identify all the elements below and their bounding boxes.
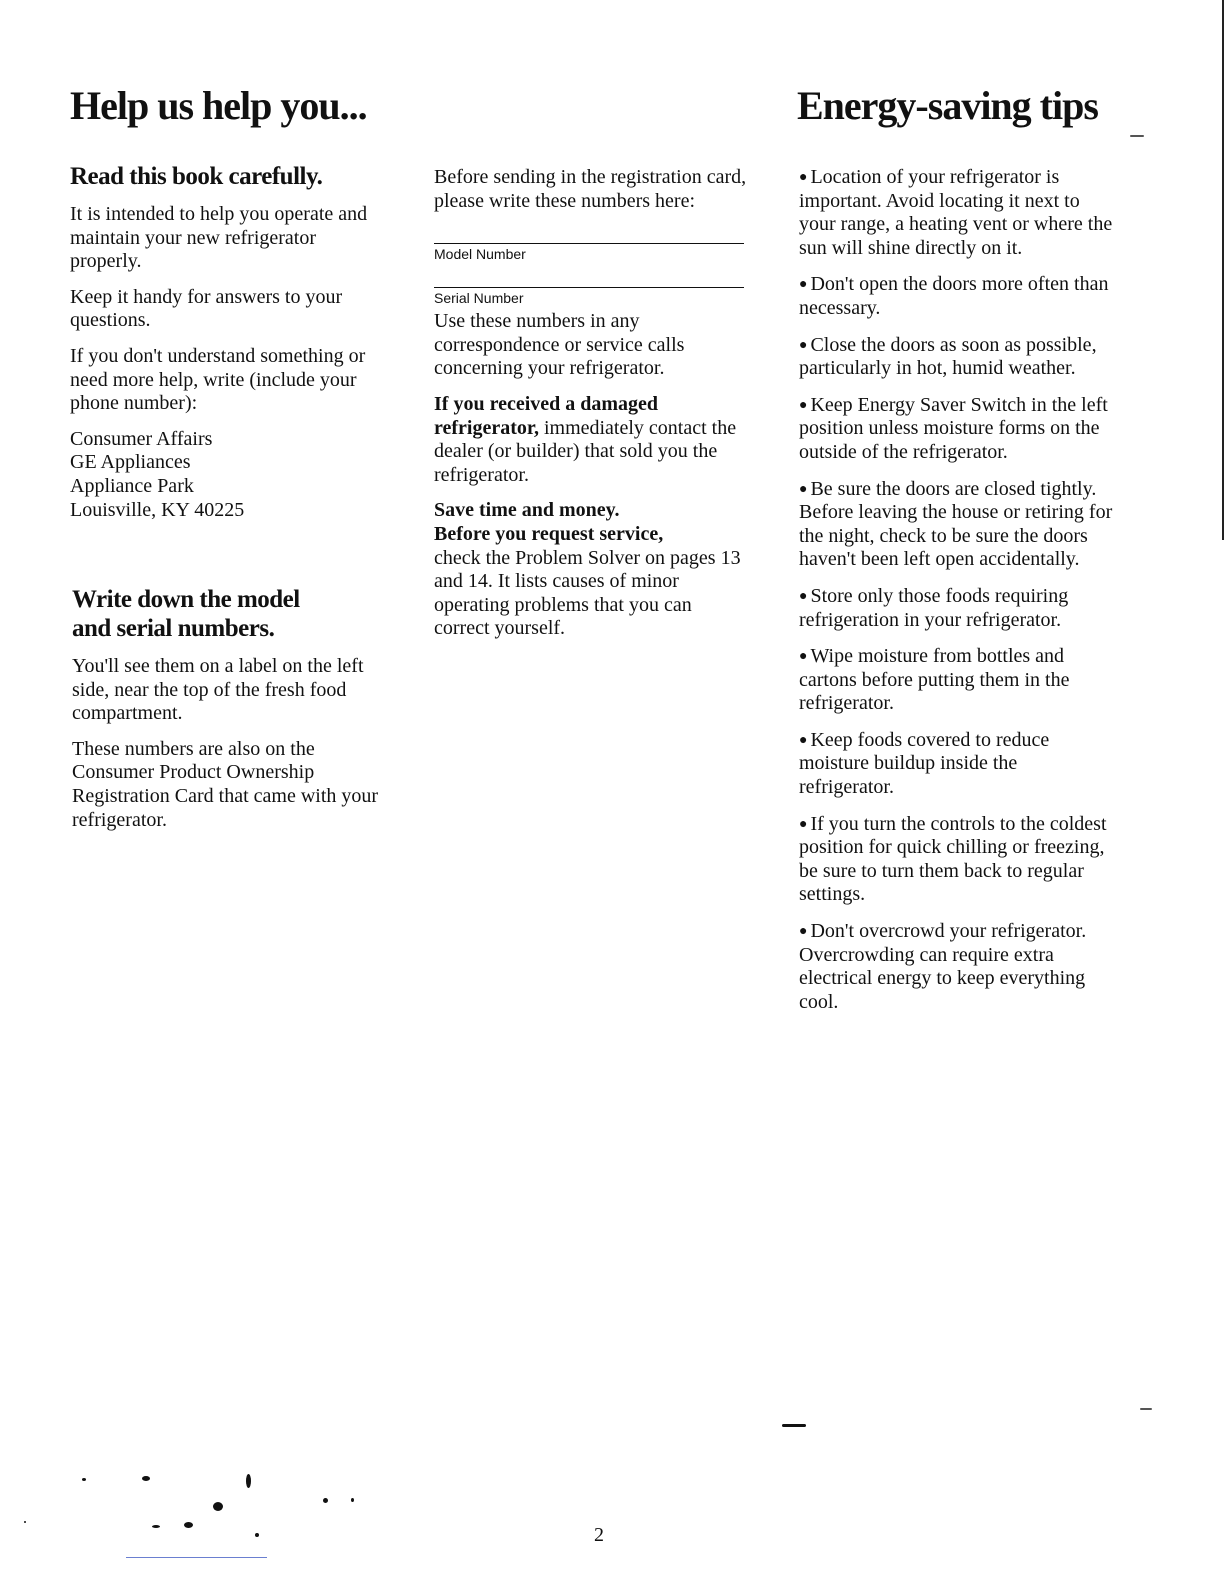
model-number-label: Model Number [434,246,526,263]
bullet-icon: ● [799,924,808,940]
bullet-icon: ● [799,649,808,665]
page-number: 2 [594,1524,604,1546]
paragraph: Keep it handy for answers to your questions. [70,285,343,332]
main-title: Help us help you... [70,83,367,128]
scan-speck [82,1478,86,1481]
bullet-icon: ● [799,277,808,293]
scan-speck [213,1502,223,1511]
address-line: GE Appliances [70,451,191,474]
scan-speck [246,1474,251,1488]
tip-text: Close the doors as soon as possible, particularly in hot, humid weather. [799,333,1097,380]
tip-text: Don't overcrowd your refrigerator. Overcrowding can require extra electrical energy to keep everything cool. [799,920,1087,1013]
heading-line: and serial numbers. [72,615,275,642]
scan-speck [152,1525,160,1528]
tip-item [799,729,1115,800]
bullet-icon: ● [799,732,808,748]
address-line: Consumer Affairs [70,427,213,450]
tip-item [799,920,1115,1014]
left-column-lower [72,585,392,844]
bottom-rule [126,1557,267,1558]
paragraph: Use these numbers in any correspondence or service calls concerning your refrigerator. [434,310,685,380]
bold-lead: Save time and money. [434,499,620,522]
bullet-icon: ● [799,816,808,832]
registration-intro: Before sending in the registration card, please write these numbers here: [434,166,747,212]
tip-item [799,813,1115,907]
tip-item [799,166,1115,260]
scan-speck [255,1533,259,1537]
scan-speck [142,1476,150,1481]
tip-item [799,478,1115,572]
bullet-icon: ● [799,337,808,353]
serial-number-label: Serial Number [434,290,524,307]
model-number-line[interactable] [434,243,744,244]
heading-line: Write down the model [72,586,300,613]
scan-speck [782,1424,806,1427]
tip-item [799,273,1115,320]
tip-item [799,394,1115,465]
paragraph: If you don't understand something or need more help, write (include your phone number): [70,344,366,415]
bold-lead: If you received a damaged refrigerator, [434,392,659,439]
scan-speck [184,1522,193,1528]
scan-speck [1130,135,1144,137]
bold-lead: Before you request service, [434,522,664,545]
tip-text: Wipe moisture from bottles and cartons before putting them in the refrigerator. [799,645,1070,715]
paragraph: It is intended to help you operate and maintain your new refrigerator properly. [70,203,368,273]
section-heading-read-book: Read this book carefully. [70,163,323,190]
tip-text: Store only those foods requiring refrigeration in your refrigerator. [799,584,1069,631]
scan-speck [24,1521,26,1523]
energy-title: Energy-saving tips [797,83,1098,128]
left-column [70,162,390,522]
bullet-icon: ● [799,481,808,497]
scan-speck [351,1498,354,1502]
tip-text: If you turn the controls to the coldest position for quick chilling or freezing, be sure to turn them back to regular settings. [799,812,1107,906]
tip-text: Be sure the doors are closed tightly. Before leaving the house or retiring for the night, check to be sure the doors haven't been left open accidentally. [799,477,1113,571]
bullet-icon: ● [799,397,808,413]
energy-tips-list [799,166,1115,1027]
tip-text: Keep Energy Saver Switch in the left position unless moisture forms on the outside of the refrigerator. [799,393,1108,463]
scan-speck [323,1498,328,1503]
damaged-paragraph [434,393,749,487]
tip-item [799,334,1115,381]
section-heading-write-down [72,585,392,643]
paragraph-text: check the Problem Solver on pages 13 and 14. It lists causes of minor operating problems that you can correct yourself. [434,546,741,640]
paragraph: You'll see them on a label on the left side, near the top of the fresh food compartment. [72,655,364,725]
tip-item [799,645,1115,716]
serial-number-line[interactable] [434,287,744,288]
tip-text: Keep foods covered to reduce moisture buildup inside the refrigerator. [799,728,1050,799]
bullet-icon: ● [799,170,808,185]
bullet-icon: ● [799,588,808,604]
tip-text: Don't open the doors more often than necessary. [799,273,1109,319]
paragraph-text: immediately contact the dealer (or builder) that sold you the refrigerator. [434,416,737,486]
scan-speck [1140,1408,1152,1410]
tip-text: Location of your refrigerator is important. Avoid locating it next to your range, a heating vent or where the sun will shine directly on it. [799,166,1113,259]
address-line: Louisville, KY 40225 [70,498,245,521]
middle-column [434,166,749,653]
tip-item [799,585,1115,632]
mailing-address [70,428,390,522]
paragraph: These numbers are also on the Consumer Product Ownership Registration Card that came with your refrigerator. [72,737,379,831]
save-paragraph [434,499,749,641]
address-line: Appliance Park [70,474,194,497]
